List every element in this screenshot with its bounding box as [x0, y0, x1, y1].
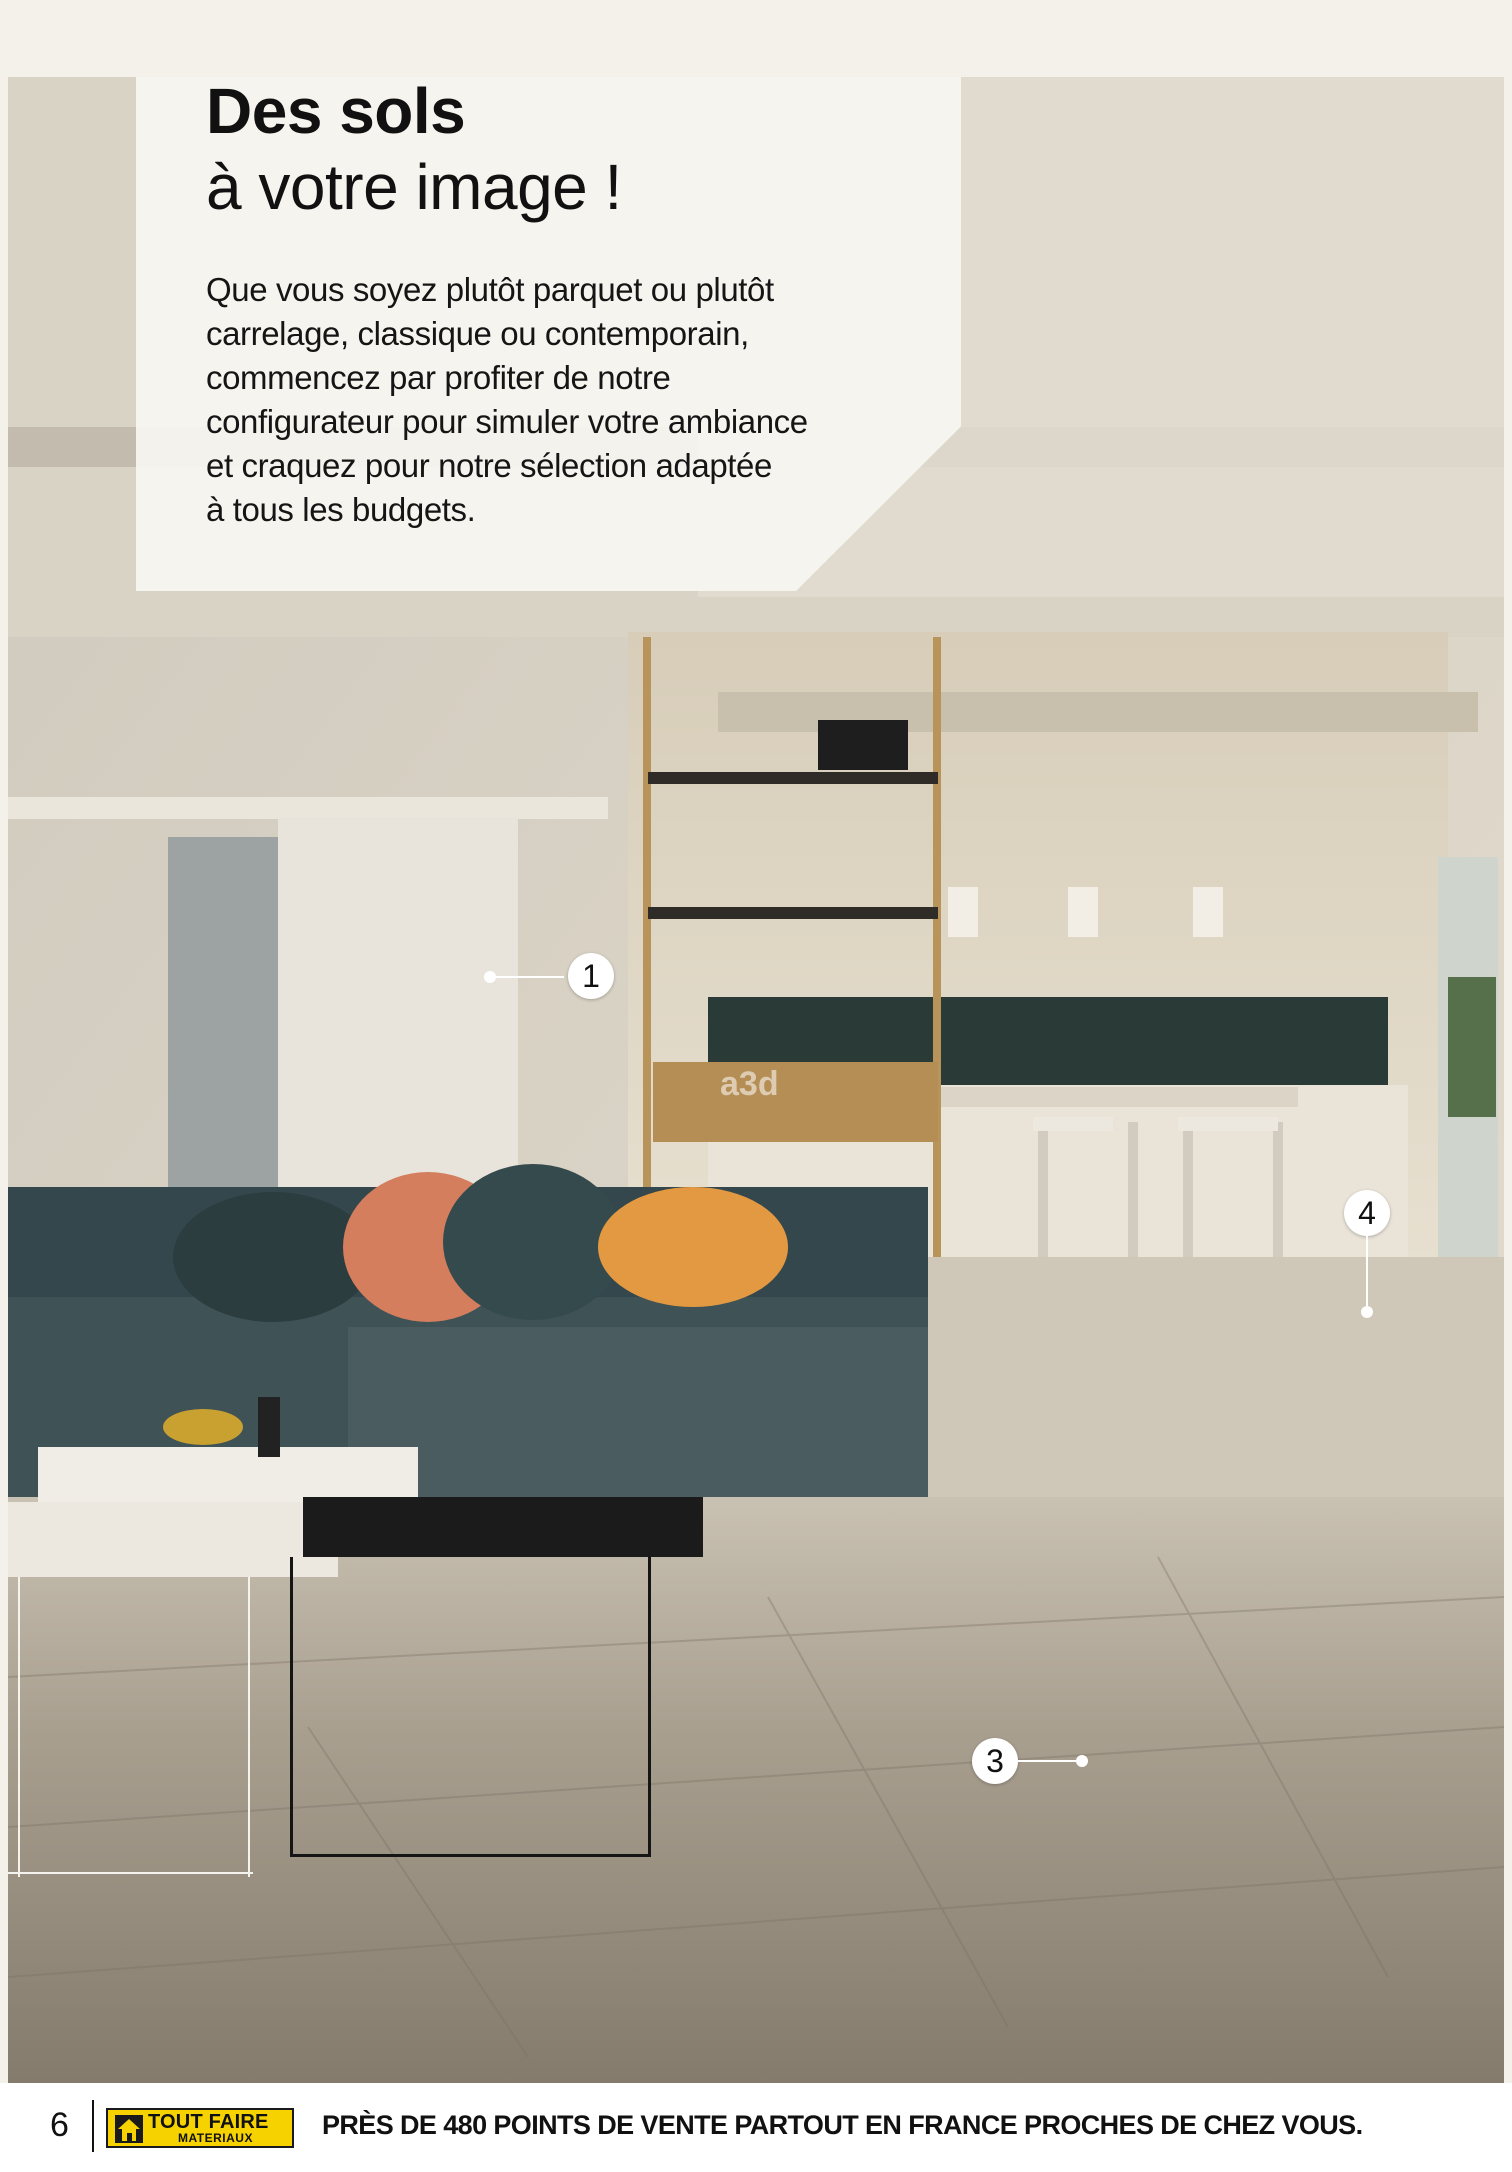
footer-tagline: PRÈS DE 480 POINTS DE VENTE PARTOUT EN FRANCE PROCHES DE CHEZ VOUS.	[322, 2110, 1363, 2140]
callout-4-dot	[1361, 1306, 1373, 1318]
intro-line: configurateur pour simuler votre ambiance	[206, 403, 808, 440]
callout-3-marker: 3	[972, 1738, 1018, 1784]
page-number: 6	[50, 2106, 69, 2144]
house-icon	[114, 2114, 144, 2144]
intro-paragraph	[206, 268, 926, 532]
page-title-line1: Des sols	[206, 75, 466, 147]
intro-line: Que vous soyez plutôt parquet ou plutôt	[206, 271, 774, 308]
intro-line: et craquez pour notre sélection adaptée	[206, 447, 772, 484]
brand-logo	[106, 2108, 294, 2148]
callout-4-line	[1366, 1236, 1368, 1306]
callout-3-line	[1018, 1760, 1080, 1762]
logo-text-materiaux: MATERIAUX	[178, 2131, 253, 2145]
intro-line: commencez par profiter de notre	[206, 359, 671, 396]
callout-1-marker: 1	[568, 953, 614, 999]
logo-text-tout-faire: TOUT FAIRE	[148, 2111, 269, 2133]
watermark: a3d	[720, 1065, 779, 1103]
callout-4-marker: 4	[1344, 1190, 1390, 1236]
page-title-line2: à votre image !	[206, 151, 622, 223]
intro-line: à tous les budgets.	[206, 491, 476, 528]
callout-3-dot	[1076, 1755, 1088, 1767]
footer-divider	[92, 2100, 94, 2152]
intro-line: carrelage, classique ou contemporain,	[206, 315, 749, 352]
callout-1-line	[494, 976, 564, 978]
